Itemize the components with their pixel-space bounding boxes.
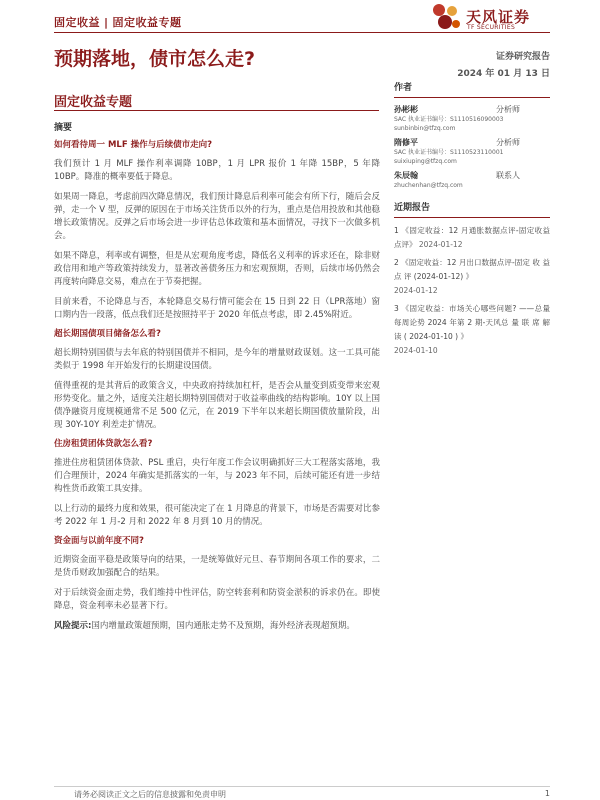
page-number: 1 xyxy=(544,789,550,798)
subtitle-rule xyxy=(54,110,379,111)
summary-label: 摘要 xyxy=(54,123,73,133)
author-cert: SAC 执业证书编号：S1110516090003 xyxy=(394,116,504,123)
section-paragraph: 近期资金面平稳是政策导向的结果，一是统筹做好元旦、春节期间各项工作的要求，二是货币财政加强配合的结果。 xyxy=(54,555,380,579)
author-role: 联系人 xyxy=(496,171,520,180)
section-heading: 住房租赁团体贷款怎么看? xyxy=(54,439,153,450)
header-category: 固定收益 xyxy=(54,16,100,29)
recent-label: 近期报告 xyxy=(394,203,431,213)
section-paragraph: 如果周一降息，考虑前四次降息情况，我们预计降息后利率可能会有所下行，随后会反弹，走一个 V 型，反弹的原因在于市场关注货币以外的行为，重点是信用投放和其他稳增长政策情况。反弹之后市场会进一步评估总体政策和基本面情况，寻找下一次做多机会。 xyxy=(54,192,380,242)
recent-rule xyxy=(394,217,550,218)
page-title: 预期落地，债市怎么走? xyxy=(54,48,256,70)
header-rule xyxy=(54,32,550,33)
report-subtitle: 固定收益专题 xyxy=(54,95,133,110)
author-name: 孙彬彬 xyxy=(394,105,418,114)
section-paragraph: 超长期特别国债与去年底的特别国债并不相同，是今年的增量财政谋划。这一工具可能类似于 1998 年开始发行的长期建设国债。 xyxy=(54,348,380,372)
recent-report-item[interactable] xyxy=(394,302,550,358)
recent-report-title[interactable]: 3 《固定收益：市场关心哪些问题? ——总量每周论势 2024 年第 2 期-天风总 量 联 席 解 读 ( 2024-01-10 ) 》 xyxy=(394,304,550,341)
recent-report-date: 2024-01-10 xyxy=(394,346,438,355)
author-cert: SAC 执业证书编号：S1110523110001 xyxy=(394,149,504,156)
footer-disclaimer: 请务必阅读正文之后的信息披露和免责申明 xyxy=(74,790,226,799)
author-name: 朱辰翰 xyxy=(394,171,418,180)
author-email[interactable]: suixiuping@tfzq.com xyxy=(394,158,457,165)
recent-report-item[interactable] xyxy=(394,224,550,252)
recent-report-date: 2024-01-12 xyxy=(418,240,463,249)
author-email[interactable]: sunbinbin@tfzq.com xyxy=(394,125,456,132)
author-role: 分析师 xyxy=(496,105,520,114)
footer-rule xyxy=(54,786,550,787)
risk-text: 国内增量政策超预期，国内通胀走势不及预期，海外经济表现超预期。 xyxy=(91,621,355,632)
author-name: 隋修平 xyxy=(394,138,418,147)
section-paragraph: 值得重视的是其背后的政策含义，中央政府持续加杠杆，是否会从量变到质变带来宏观形势变化。量之外，适度关注超长期特别国债对于收益率曲线的结构影响。10Y 以上国债净融资月度规模通常不足 500 亿元，在 2019 下半年以来超长期国债放量阶段，出现 30Y-10Y 利差走扩情况。 xyxy=(54,381,380,431)
author-card xyxy=(394,170,550,190)
brand-logo-icon xyxy=(430,2,462,34)
recent-report-date: 2024-01-12 xyxy=(394,286,438,295)
brand-subtitle: TF SECURITIES xyxy=(467,24,516,31)
author-card xyxy=(394,137,550,166)
section-heading: 资金面与以前年度不同? xyxy=(54,536,144,547)
author-card xyxy=(394,104,550,133)
sidebar xyxy=(394,80,550,362)
section-paragraph: 以上行动的最终力度和效果，很可能决定了在 1 月降息的背景下，市场是否需要对比参考 2022 年 1 月-2 月和 2022 年 8 月到 10 月的情况。 xyxy=(54,504,380,528)
recent-report-title[interactable]: 2 《固定收益：12 月出口数据点评-固定 收 益 点 评 (2024-01-12) 》 xyxy=(394,258,550,281)
section-paragraph: 推进住房租赁团体贷款、PSL 重启，央行年度工作会议明确抓好三大工程落实落地，我们合理预计，2024 年确实是抓落实的一年，与 2023 年不同，后续可能还有进一步结构性货币政策工具安排。 xyxy=(54,458,380,495)
section-paragraph: 对于后续资金面走势，我们维持中性评估，防空转套利和防资金淤积的诉求仍在。即使降息，资金利率未必显著下行。 xyxy=(54,588,380,612)
risk-label: 风险提示: xyxy=(54,621,92,632)
main-content xyxy=(54,120,380,640)
risk-warning xyxy=(54,620,380,633)
section-heading: 如何看待周一 MLF 操作与后续债市走向? xyxy=(54,140,213,150)
section-heading: 超长期国债项目储备怎么看? xyxy=(54,329,161,340)
brand-logo xyxy=(430,2,550,36)
brand-name: 天风证券 xyxy=(466,8,531,26)
recent-report-title[interactable]: 1 《固定收益：12 月通胀数据点评-固定收益点评》 xyxy=(394,226,550,249)
authors-rule xyxy=(394,97,550,98)
recent-report-item[interactable] xyxy=(394,256,550,298)
header-section: 固定收益专题 xyxy=(112,16,182,29)
report-type: 证券研究报告 xyxy=(495,52,550,62)
header-separator: | xyxy=(104,16,109,29)
authors-label: 作者 xyxy=(394,83,413,93)
section-paragraph: 目前来看，不论降息与否，本轮降息交易行情可能会在 15 日到 22 日（LPR落地）窗口期内告一段落，低点我们还是按照持平于 2020 年低点考虑，即 2.45%附近。 xyxy=(54,297,380,321)
header-breadcrumb xyxy=(54,14,182,30)
report-date: 2024 年 01 月 13 日 xyxy=(457,69,550,79)
section-paragraph: 如果不降息，利率或有调整，但是从宏观角度考虑，降低名义利率的诉求还在，除非财政信用和地产等政策持续发力，显著改善债务压力和宏观预期，否则，后续市场仍然会再度转向降息交易，难点在于节奏把握。 xyxy=(54,251,380,288)
author-email[interactable]: zhuchenhan@tfzq.com xyxy=(394,182,463,189)
section-paragraph: 我们预计 1 月 MLF 操作利率调降 10BP，1 月 LPR 报价 1 年降 15BP，5 年降 10BP。降准的概率要低于降息。 xyxy=(54,159,380,183)
recent-reports xyxy=(394,200,550,358)
author-role: 分析师 xyxy=(496,138,520,147)
